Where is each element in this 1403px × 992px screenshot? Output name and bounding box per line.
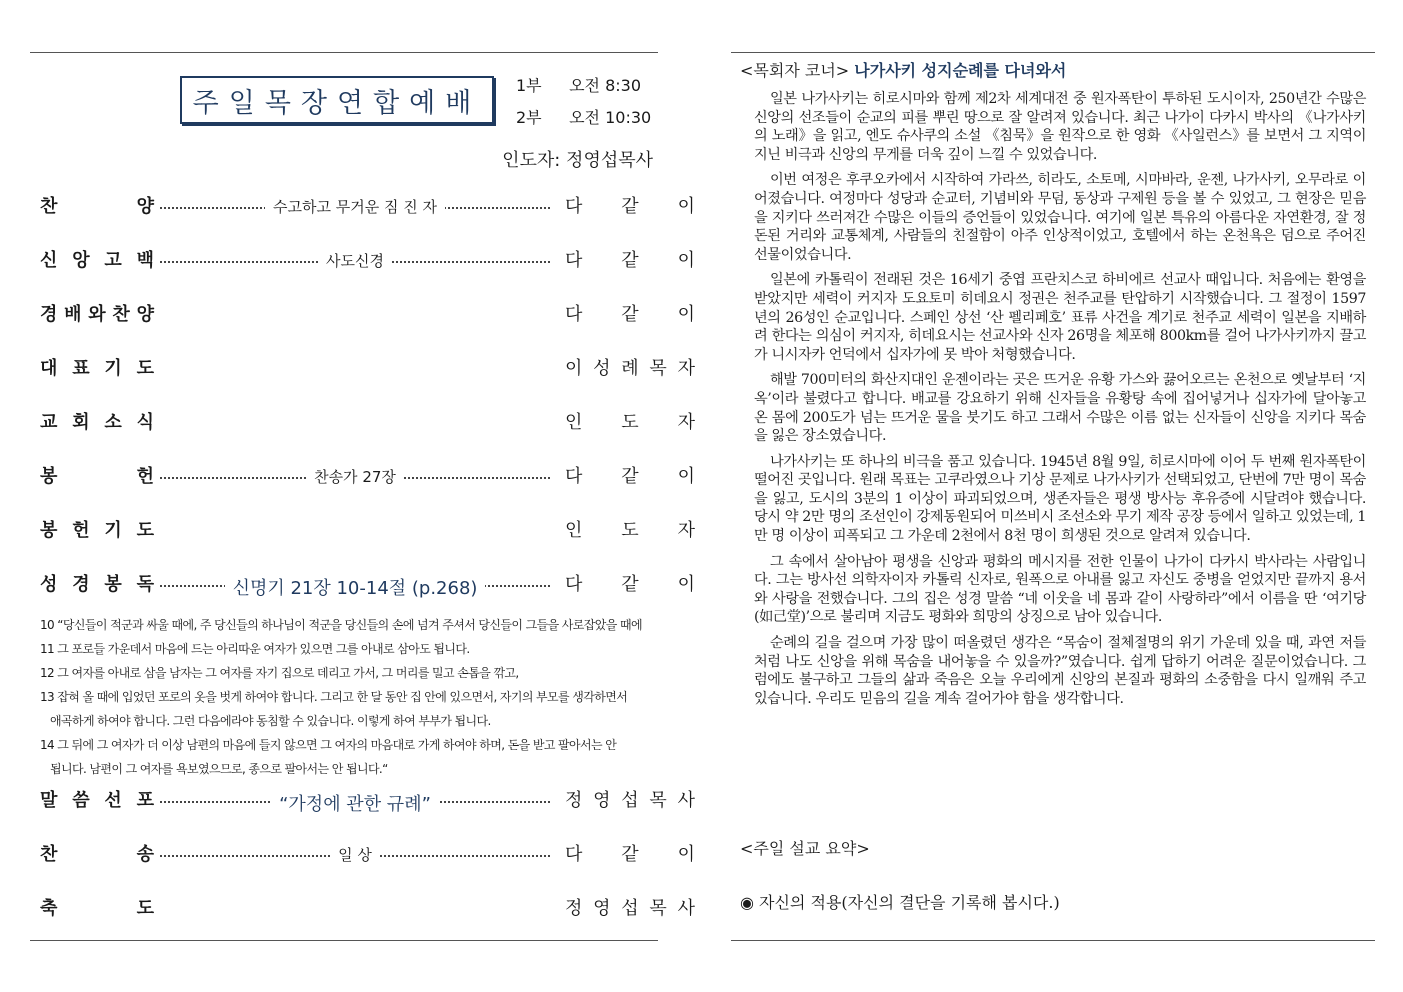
order-item (40, 570, 695, 600)
label-char: 봉 (40, 466, 58, 487)
label-char: 찬 (40, 196, 58, 217)
order-item (40, 408, 695, 438)
leader-char: 목 (649, 790, 667, 811)
corner-title: 나가사키 성지순례를 다녀와서 (854, 61, 1067, 80)
article-paragraph: 일본 나가사키는 히로시마와 함께 제2차 세계대전 중 원자폭탄이 투하된 도시이자, 250년간 수많은 신앙의 선조들이 순교의 피를 뿌린 땅으로 잘 알려져 있습니다. 최근 나가이 다카시 박사의 《나가사키의 노래》을 읽고, 엔도 슈사쿠의 소설 《침묵》을 원작으로 한 영화 《사일런스》를 보면서 그 지역이 지닌 비극과 신앙의 무게를 더욱 깊이 느낄 수 있었습니다. (754, 91, 1366, 163)
label-char: 회 (72, 412, 90, 433)
order-item-detail: “가정에 관한 규례” (271, 794, 439, 815)
order-item-detail: 신명기 21장 10-14절 (p.268) (225, 578, 486, 599)
verse-line: 애곡하게 하여야 합니다. 그런 다음에라야 동침할 수 있습니다. 이렇게 하여 부부가 됩니다. (50, 714, 491, 728)
label-char: 포 (136, 790, 154, 811)
label-char: 축 (40, 898, 58, 919)
label-char: 양 (136, 196, 154, 217)
order-item (40, 894, 695, 924)
right-top-rule (731, 52, 1375, 53)
service-part: 2부 (516, 108, 542, 127)
order-item (40, 462, 695, 492)
verse-line: 11 그 포로들 가운데서 마음에 드는 아리따운 여자가 있으면 그를 아내로 삼아도 됩니다. (40, 642, 470, 656)
label-char: 경 (72, 574, 90, 595)
leader-char: 다 (565, 466, 583, 487)
order-item (40, 192, 695, 222)
pastor-article (754, 90, 1366, 715)
right-bottom-rule (731, 940, 1375, 941)
leader-char: 이 (677, 304, 695, 325)
service-part: 1부 (516, 76, 542, 95)
leader-char: 이 (565, 358, 583, 379)
leader-char: 인 (565, 520, 583, 541)
order-item-leader (565, 300, 695, 326)
dot-leader (160, 196, 550, 217)
leader-char: 자 (677, 520, 695, 541)
label-char: 기 (104, 358, 122, 379)
dot-leader (160, 466, 550, 487)
label-char: 소 (104, 412, 122, 433)
leader-char: 같 (621, 304, 639, 325)
order-item-label (40, 354, 154, 380)
order-item-leader (565, 840, 695, 866)
order-item (40, 786, 695, 816)
pastor-corner-heading (740, 58, 1066, 81)
article-paragraph: 일본에 카톨릭이 전래된 것은 16세기 중엽 프란치스코 하비에르 선교사 때입니다. 처음에는 환영을 받았지만 세력이 커지자 도요토미 히데요시 정권은 천주교를 탄압하기 시작했습니다. 그 절정이 1597년의 26성인 순교입니다. 스페인 상선 ‘산 펠리페호’ 표류 사건을 계기로 천주교 세력이 일본을 지배하려 한다는 의심이 커지자, 히데요시는 선교사와 신자 26명을 체포해 800km를 걸어 나가사키까지 끌고가 니시자카 언덕에서 십자가에 못 박아 처형했습니다. (754, 272, 1366, 363)
leader-char: 자 (677, 358, 695, 379)
leader-char: 이 (677, 844, 695, 865)
verse-line: 14 그 뒤에 그 여자가 더 이상 남편의 마음에 들지 않으면 그 여자의 마음대로 가게 하여야 하며, 돈을 받고 팔아서는 안 (40, 738, 617, 752)
leader-char: 섭 (621, 790, 639, 811)
label-char: 고 (104, 250, 122, 271)
label-char: 백 (136, 250, 154, 271)
verse-line: 됩니다. 남편이 그 여자를 욕보였으므로, 종으로 팔아서는 안 됩니다.“ (50, 762, 388, 776)
label-char: 선 (104, 790, 122, 811)
order-item-label (40, 894, 154, 920)
order-item-label (40, 408, 154, 434)
leader-char: 다 (565, 196, 583, 217)
sermon-summary-heading: <주일 설교 요약> (740, 839, 870, 858)
leader-char: 사 (677, 898, 695, 919)
left-top-rule (30, 52, 658, 53)
label-char: 식 (136, 412, 154, 433)
order-item-label (40, 516, 154, 542)
order-item-leader (565, 570, 695, 596)
verse-line: 10 “당신들이 적군과 싸울 때에, 주 당신들의 하나님이 적군을 당신들의 손에 넘겨 주셔서 당신들이 그들을 사로잡았을 때에 (40, 618, 642, 632)
leader-char: 인 (565, 412, 583, 433)
leader-char: 같 (621, 250, 639, 271)
service-time: 오전 10:30 (569, 108, 652, 127)
order-item-label (40, 246, 154, 272)
label-char: 봉 (104, 574, 122, 595)
label-char: 찬 (40, 844, 58, 865)
label-char: 봉 (40, 520, 58, 541)
leader-char: 같 (621, 466, 639, 487)
leader-char: 도 (621, 412, 639, 433)
leader-char: 같 (621, 844, 639, 865)
leader-char: 이 (677, 574, 695, 595)
label-char: 독 (136, 574, 154, 595)
label-char: 말 (40, 790, 58, 811)
dot-leader (160, 574, 550, 600)
leader-char: 정 (565, 790, 583, 811)
label-char: 배 (64, 304, 82, 325)
label-char: 송 (136, 844, 154, 865)
order-item (40, 840, 695, 870)
order-item-detail: 찬송가 27장 (306, 468, 404, 486)
leader-char: 다 (565, 574, 583, 595)
order-item-leader (565, 192, 695, 218)
label-char: 도 (136, 520, 154, 541)
leader-char: 목 (649, 358, 667, 379)
article-paragraph: 그 속에서 살아남아 평생을 신앙과 평화의 메시지를 전한 인물이 나가이 다카시 박사라는 사람입니다. 그는 방사선 의학자이자 카톨릭 신자로, 원폭으로 아내를 잃고 자신도 중병을 얻었지만 끝까지 용서와 사랑을 전했습니다. 그의 집은 성경 말씀 “네 이웃을 네 몸과 같이 사랑하라”에서 이름을 딴 ‘여기당(如己堂)’으로 불리며 지금도 평화와 희망의 상징으로 남아 있습니다. (754, 553, 1366, 626)
label-char: 헌 (72, 520, 90, 541)
leader-char: 례 (621, 358, 639, 379)
service-time: 오전 8:30 (569, 76, 642, 95)
order-item-label (40, 192, 154, 218)
order-item-leader (565, 894, 695, 920)
order-item-detail: 사도신경 (318, 252, 392, 270)
order-item-leader (565, 462, 695, 488)
leader-char: 영 (593, 898, 611, 919)
order-item-detail: 일 상 (330, 846, 380, 864)
leader-char: 섭 (621, 898, 639, 919)
dot-leader (160, 844, 550, 865)
label-char: 경 (40, 304, 58, 325)
article-paragraph: 나가사키는 또 하나의 비극을 품고 있습니다. 1945년 8월 9일, 히로시마에 이어 두 번째 원자폭탄이 떨어진 곳입니다. 원래 목표는 고쿠라였으나 기상 문제로 나가사키가 선택되었고, 단번에 7만 명이 목숨을 잃고, 도시의 3분의 1 이상이 파괴되었으며, 생존자들은 평생 방사능 후유증에 시달려야 했습니다. 당시 약 2만 명의 조선인이 강제동원되어 미쓰비시 조선소와 무기 제작 공장 등에서 일하고 있었는데, 1만 명 이상이 피폭되고 그 가운데 2천에서 8천 명이 희생된 것으로 알려져 있습니다. (754, 453, 1366, 545)
leader-char: 다 (565, 304, 583, 325)
leader-char: 이 (677, 466, 695, 487)
article-paragraph: 이번 여정은 후쿠오카에서 시작하여 가라쓰, 히라도, 소토메, 시마바라, 운젠, 나가사키, 오무라로 이어졌습니다. 여정마다 성당과 순교터, 기념비와 무덤, 동상과 구제원 등을 볼 수 있었고, 그 현장은 믿음을 지키다 쓰러져간 수많은 이들의 증언들이 있었습니다. 여기에 일본 특유의 아름다운 자연환경, 잘 정돈된 거리와 교통체계, 사람들의 친절함이 아주 인상적이었고, 호텔에서 하는 온천욕은 덤으로 주어진 선물이었습니다. (754, 172, 1366, 263)
dot-leader (160, 250, 550, 271)
order-item-label (40, 462, 154, 488)
leader-char: 이 (677, 250, 695, 271)
verse-line: 12 그 여자를 아내로 삼을 남자는 그 여자를 자기 집으로 데리고 가서, 그 머리를 밀고 손톱을 깎고, (40, 666, 519, 680)
order-item-label (40, 570, 154, 596)
order-item (40, 246, 695, 276)
leader-char: 다 (565, 844, 583, 865)
order-item-leader (565, 246, 695, 272)
label-char: 성 (40, 574, 58, 595)
leader-char: 도 (621, 520, 639, 541)
label-char: 표 (72, 358, 90, 379)
order-item (40, 354, 695, 384)
leader-char: 목 (649, 898, 667, 919)
label-char: 찬 (112, 304, 130, 325)
article-paragraph: 해발 700미터의 화산지대인 운젠이라는 곳은 뜨거운 유황 가스와 끓어오르는 온천으로 옛날부터 ‘지옥’이라 불렸다고 합니다. 배교를 강요하기 위해 신자들을 유황탕 속에 집어넣거나 십자가에 달아놓고 온 몸에 200도가 넘는 뜨거운 물을 붓기도 하고 그래서 수많은 이름 없는 신자들이 신앙을 지키다 목숨을 잃은 장소였습니다. (754, 372, 1366, 445)
label-char: 신 (40, 250, 58, 271)
left-bottom-rule (30, 940, 658, 941)
order-item-leader (565, 786, 695, 812)
leader-char: 성 (593, 358, 611, 379)
order-item-detail: 수고하고 무거운 짐 진 자 (265, 198, 445, 216)
order-item-leader (565, 354, 695, 380)
label-char: 와 (88, 304, 106, 325)
order-item-leader (565, 408, 695, 434)
dot-leader (160, 790, 550, 816)
label-char: 대 (40, 358, 58, 379)
leader-char: 자 (677, 412, 695, 433)
service-leader: 인도자: 정영섭목사 (502, 150, 653, 171)
service-time-2 (516, 102, 651, 134)
leader-char: 같 (621, 574, 639, 595)
leader-char: 다 (565, 250, 583, 271)
label-char: 씀 (72, 790, 90, 811)
service-times (516, 70, 651, 134)
order-item (40, 300, 695, 330)
label-char: 양 (136, 304, 154, 325)
label-char: 기 (104, 520, 122, 541)
order-item-label (40, 840, 154, 866)
label-char: 도 (136, 898, 154, 919)
label-char: 도 (136, 358, 154, 379)
corner-label: <목회자 코너> (740, 61, 850, 80)
personal-application-heading: ◉ 자신의 적용(자신의 결단을 기록해 봅시다.) (740, 893, 1060, 912)
article-paragraph: 순례의 길을 걸으며 가장 많이 떠올렸던 생각은 “목숨이 절체절명의 위기 가운데 있을 때, 과연 저들처럼 나도 신앙을 위해 목숨을 내어놓을 수 있을까?”였습니다. 쉽게 답하기 어려운 질문이었습니다. 그럼에도 불구하고 그들의 삶과 죽음은 오늘 우리에게 신앙의 본질과 평화의 소중함을 다시 일깨워 주고 있습니다. 우리도 믿음의 길을 계속 걸어가야 함을 생각합니다. (754, 635, 1366, 707)
leader-char: 같 (621, 196, 639, 217)
leader-char: 정 (565, 898, 583, 919)
service-title: 주일목장연합예배 (180, 76, 494, 124)
order-item-leader (565, 516, 695, 542)
label-char: 헌 (136, 466, 154, 487)
label-char: 앙 (72, 250, 90, 271)
service-time-1 (516, 70, 651, 102)
order-item-label (40, 786, 154, 812)
leader-char: 이 (677, 196, 695, 217)
leader-char: 사 (677, 790, 695, 811)
leader-char: 영 (593, 790, 611, 811)
verse-line: 13 잡혀 올 때에 입었던 포로의 옷을 벗게 하여야 합니다. 그리고 한 달 동안 집 안에 있으면서, 자기의 부모를 생각하면서 (40, 690, 628, 704)
label-char: 교 (40, 412, 58, 433)
order-item-label (40, 300, 154, 326)
scripture-text (40, 613, 655, 781)
order-item (40, 516, 695, 546)
